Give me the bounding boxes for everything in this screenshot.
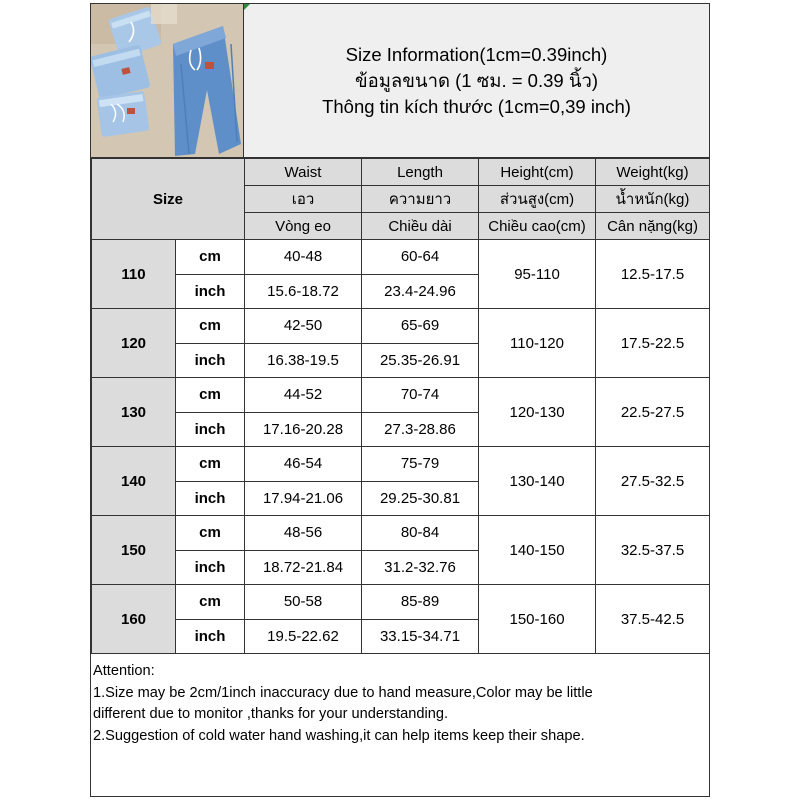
waist-cm: 50-58 (245, 585, 362, 620)
length-inch: 25.35-26.91 (362, 343, 479, 378)
unit-inch: inch (176, 412, 245, 447)
green-corner-mark (244, 4, 250, 10)
waist-inch: 17.16-20.28 (245, 412, 362, 447)
waist-cm: 48-56 (245, 516, 362, 551)
size-value: 160 (92, 585, 176, 654)
size-value: 140 (92, 447, 176, 516)
attention-line: different due to monitor ,thanks for your understanding. (93, 706, 449, 722)
waist-cm: 40-48 (245, 240, 362, 275)
weight-range: 27.5-32.5 (596, 447, 710, 516)
length-cm: 65-69 (362, 309, 479, 344)
unit-inch: inch (176, 481, 245, 516)
folded-shorts-bottom (96, 91, 149, 137)
col-header-length-en: Length (362, 159, 479, 186)
size-value: 110 (92, 240, 176, 309)
size-header: Size (92, 159, 245, 240)
waist-inch: 16.38-19.5 (245, 343, 362, 378)
weight-range: 17.5-22.5 (596, 309, 710, 378)
col-header-waist-en: Waist (245, 159, 362, 186)
col-header-weight-en: Weight(kg) (596, 159, 710, 186)
unit-cm: cm (176, 585, 245, 620)
unit-inch: inch (176, 274, 245, 309)
col-header-waist-th: เอว (245, 186, 362, 213)
weight-range: 12.5-17.5 (596, 240, 710, 309)
col-header-length-vi: Chiều dài (362, 213, 479, 240)
weight-range: 22.5-27.5 (596, 378, 710, 447)
unit-cm: cm (176, 516, 245, 551)
length-cm: 75-79 (362, 447, 479, 482)
title-vietnamese: Thông tin kích thước (1cm=0,39 inch) (322, 95, 631, 117)
unit-cm: cm (176, 240, 245, 275)
height-range: 95-110 (479, 240, 596, 309)
col-header-weight-vi: Cân nặng(kg) (596, 213, 710, 240)
length-inch: 27.3-28.86 (362, 412, 479, 447)
height-range: 130-140 (479, 447, 596, 516)
col-header-length-th: ความยาว (362, 186, 479, 213)
length-inch: 33.15-34.71 (362, 619, 479, 654)
length-cm: 70-74 (362, 378, 479, 413)
waist-cm: 44-52 (245, 378, 362, 413)
length-cm: 80-84 (362, 516, 479, 551)
unit-inch: inch (176, 619, 245, 654)
unit-cm: cm (176, 378, 245, 413)
attention-line: 2.Suggestion of cold water hand washing,it can help items keep their shape. (93, 727, 585, 744)
size-table (91, 158, 710, 654)
length-cm: 85-89 (362, 585, 479, 620)
unit-cm: cm (176, 447, 245, 482)
attention-notes (91, 661, 709, 747)
weight-range: 37.5-42.5 (596, 585, 710, 654)
weight-range: 32.5-37.5 (596, 516, 710, 585)
size-chart-card (90, 3, 710, 797)
length-inch: 23.4-24.96 (362, 274, 479, 309)
unit-cm: cm (176, 309, 245, 344)
col-header-height-th: ส่วนสูง(cm) (479, 186, 596, 213)
attention-title: Attention: (93, 663, 155, 679)
height-range: 150-160 (479, 585, 596, 654)
height-range: 110-120 (479, 309, 596, 378)
col-header-waist-vi: Vòng eo (245, 213, 362, 240)
waist-inch: 18.72-21.84 (245, 550, 362, 585)
size-value: 130 (92, 378, 176, 447)
length-inch: 31.2-32.76 (362, 550, 479, 585)
length-cm: 60-64 (362, 240, 479, 275)
attention-line: 1.Size may be 2cm/1inch inaccuracy due to hand measure,Color may be little (93, 684, 593, 701)
title-thai: ข้อมูลขนาด (1 ซม. = 0.39 นิ้ว) (354, 69, 599, 91)
height-range: 140-150 (479, 516, 596, 585)
height-range: 120-130 (479, 378, 596, 447)
waist-cm: 46-54 (245, 447, 362, 482)
size-value: 120 (92, 309, 176, 378)
waist-inch: 15.6-18.72 (245, 274, 362, 309)
waist-cm: 42-50 (245, 309, 362, 344)
product-photo (91, 4, 244, 157)
length-inch: 29.25-30.81 (362, 481, 479, 516)
waist-inch: 17.94-21.06 (245, 481, 362, 516)
header-band (91, 4, 709, 158)
waist-inch: 19.5-22.62 (245, 619, 362, 654)
unit-inch: inch (176, 550, 245, 585)
col-header-height-vi: Chiều cao(cm) (479, 213, 596, 240)
product-photo-illustration (91, 4, 243, 157)
col-header-weight-th: น้ำหนัก(kg) (596, 186, 710, 213)
size-value: 150 (92, 516, 176, 585)
col-header-height-en: Height(cm) (479, 159, 596, 186)
title-english: Size Information(1cm=0.39inch) (345, 43, 608, 65)
unit-inch: inch (176, 343, 245, 378)
size-info-title-box (244, 4, 709, 157)
